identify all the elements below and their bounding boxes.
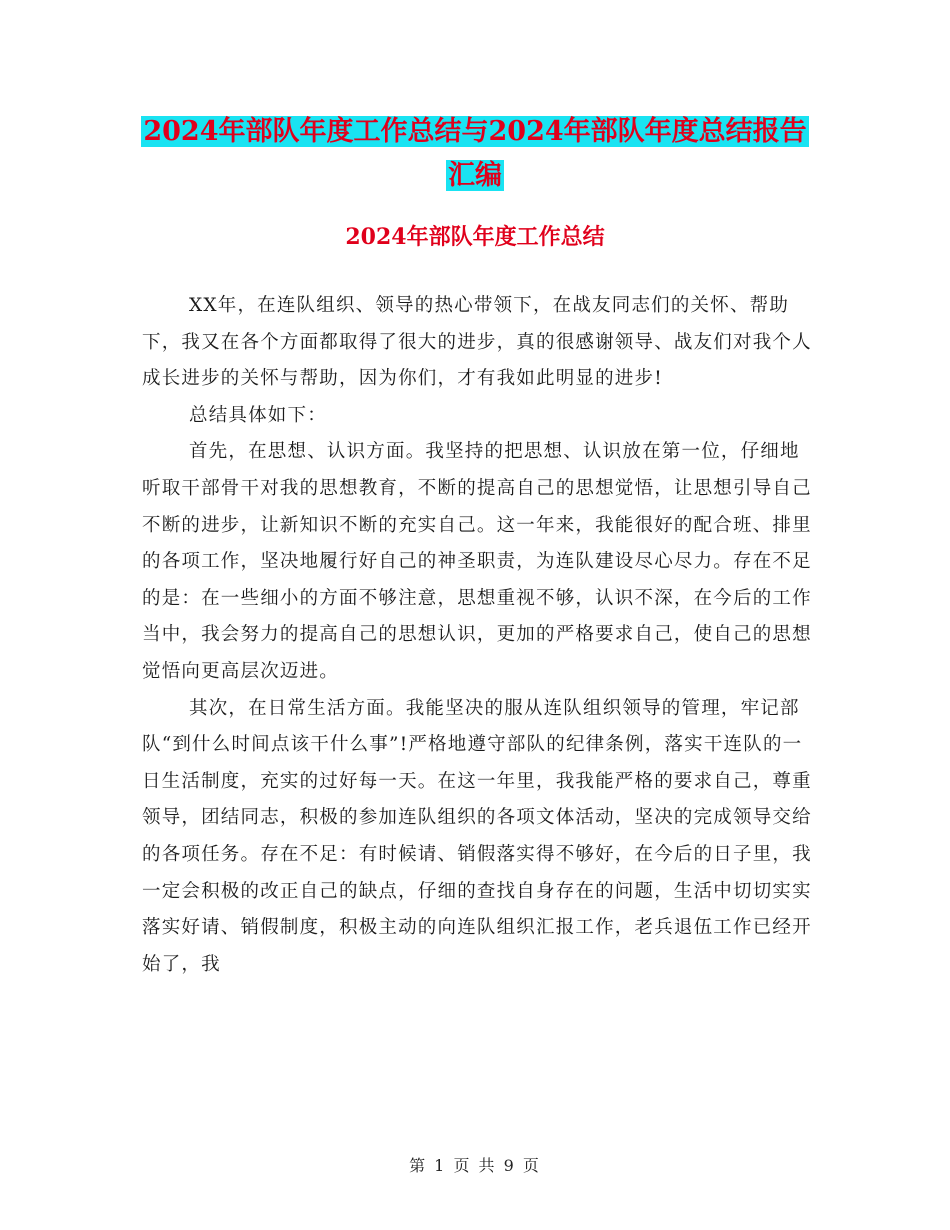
paragraph: XX年，在连队组织、领导的热心带领下，在战友同志们的关怀、帮助下，我又在各个方面都取得了很大的进步，真的很感谢领导、战友们对我个人成长进步的关怀与帮助，因为你们，才有我如此明显的进步!	[142, 295, 812, 390]
document-title-line-2: 汇编	[448, 160, 502, 191]
paragraph: 其次，在日常生活方面。我能坚决的服从连队组织领导的管理，牢记部队“到什么时间点该干什么事”!严格地遵守部队的纪律条例，落实干连队的一日生活制度，充实的过好每一天。在这一年里，我我能严格的要求自己，尊重领导，团结同志，积极的参加连队组织的各项文体活动，坚决的完成领导交给的各项任务。存在不足：有时候请、销假落实得不够好，在今后的日子里，我一定会积极的改正自己的缺点，仔细的查找自身存在的问题，生活中切切实实落实好请、销假制度，积极主动的向连队组织汇报工作，老兵退伍工作已经开始了，我	[142, 697, 812, 975]
paragraph: 总结具体如下：	[189, 404, 327, 426]
document-title	[0, 110, 950, 198]
document-body	[142, 288, 812, 983]
paragraph: 首先，在思想、认识方面。我坚持的把思想、认识放在第一位，仔细地听取干部骨干对我的思想教育，不断的提高自己的思想觉悟，让思想引导自己不断的进步，让新知识不断的充实自己。这一年来，我能很好的配合班、排里的各项工作，坚决地履行好自己的神圣职责，为连队建设尽心尽力。存在不足的是：在一些细小的方面不够注意，思想重视不够，认识不深，在今后的工作当中，我会努力的提高自己的思想认识，更加的严格要求自己，使自己的思想觉悟向更高层次迈进。	[142, 441, 812, 682]
page-footer: 第 1 页 共 9 页	[409, 1156, 541, 1175]
document-title-line-1: 2024年部队年度工作总结与2024年部队年度总结报告	[143, 116, 807, 147]
section-title: 2024年部队年度工作总结	[345, 224, 605, 250]
